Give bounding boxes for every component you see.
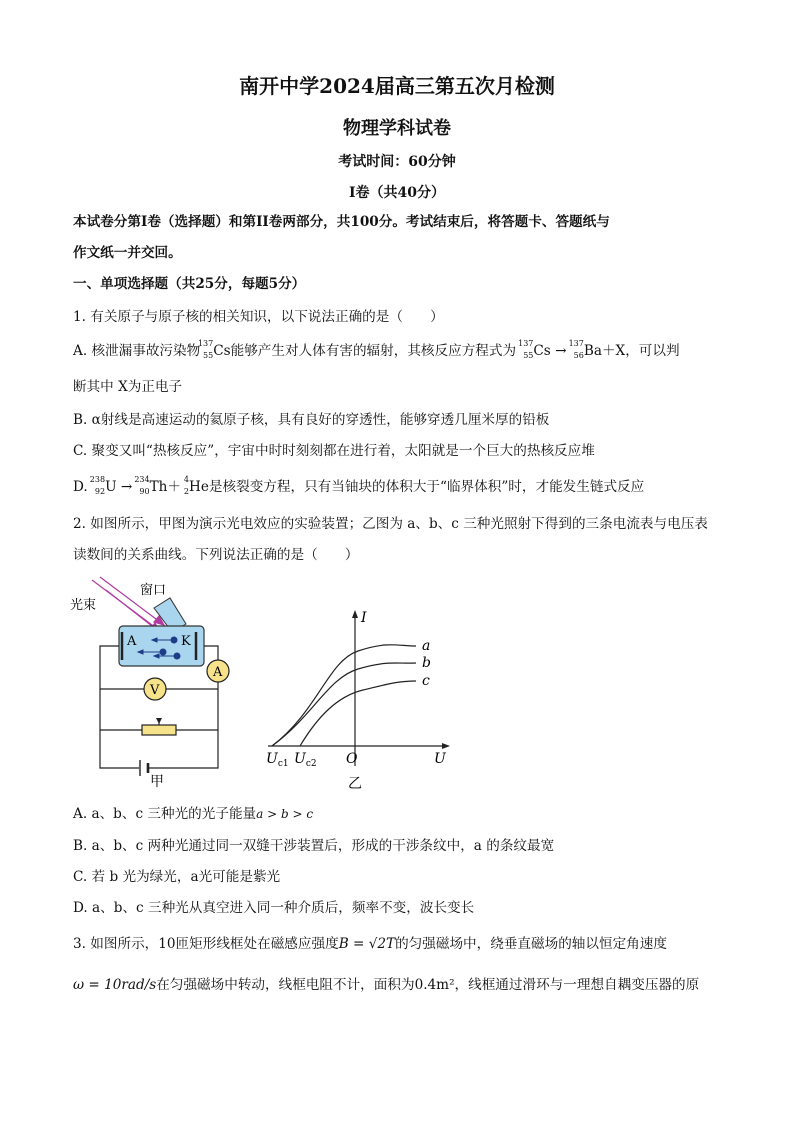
exam-title: 南开中学2024届高三第五次月检测 — [239, 74, 555, 98]
u-symbol: U — [105, 479, 117, 495]
ba-symbol: Ba＋X — [583, 343, 626, 359]
curve-c-label: c — [422, 673, 430, 689]
q2-option-c: C. 若 b 光为绿光，a光可能是紫光 — [73, 869, 281, 885]
x-axis-label: U — [434, 751, 446, 767]
q2-option-d: D. a、b、c 三种光从真空进入同一种介质后，频率不变，波长变长 — [73, 900, 475, 916]
arrow-icon: → — [550, 343, 571, 359]
q1-a-prefix: A. 核泄漏事故污染物 — [73, 343, 201, 359]
q1-option-c: C. 聚变又叫“热核反应”，宇宙中时时刻刻都在进行着，太阳就是一个巨大的热核反应堆 — [73, 443, 595, 459]
q3-line1-suffix: 的匀强磁场中，绕垂直磁场的轴以恒定角速度 — [395, 936, 667, 952]
q3-field-strength: B = √2T — [338, 936, 396, 952]
q1-stem: 1. 有关原子与原子核的相关知识，以下说法正确的是（ ） — [73, 309, 444, 325]
cathode-label: K — [181, 634, 191, 649]
q1-option-a-line2: 断其中 X为正电子 — [73, 379, 183, 395]
curve-a — [272, 645, 416, 746]
q1-option-a — [73, 339, 733, 360]
q3-line2-suffix: ，线框通过滑环与一理想自耦变压器的原 — [454, 977, 700, 993]
figure-yi — [258, 606, 458, 796]
origin-label: O — [346, 751, 358, 767]
cs-symbol-eq: Cs — [533, 343, 551, 359]
uc1-label: $U_{c1}$ — [266, 751, 289, 769]
caption-yi: 乙 — [348, 776, 362, 792]
intro-line-1: 本试卷分第I卷（选择题）和第II卷两部分，共100分。考试结束后，将答题卡、答题纸与 — [73, 214, 610, 230]
cs-nuclide-eq: 137 55 — [518, 339, 534, 360]
q1-option-d — [73, 475, 733, 496]
th-symbol: Th＋ — [149, 479, 182, 495]
rheostat-icon — [142, 725, 176, 735]
q3-angular-velocity: ω = 10rad/s — [73, 977, 157, 993]
voltmeter-label: V — [150, 683, 160, 698]
q3-line2-middle: 在匀强磁场中转动，线框电阻不计，面积为 — [156, 977, 415, 993]
curve-a-label: a — [422, 638, 431, 654]
q3-line1-prefix: 3. 如图所示，10匝矩形线框处在磁感应强度 — [73, 936, 339, 952]
he-nuclide: 4 2 — [183, 475, 190, 496]
he-symbol: He — [189, 479, 209, 495]
cs-symbol: Cs — [213, 343, 231, 359]
window-label: 窗口 — [140, 583, 167, 598]
uc2-label: $U_{c2}$ — [294, 751, 317, 769]
q2-a-relation: a > b > c — [256, 807, 314, 821]
slider-arrow-icon — [156, 718, 162, 724]
curve-b-label: b — [422, 655, 431, 671]
anode-label: A — [127, 634, 137, 649]
ammeter-label: A — [213, 665, 223, 680]
curve-c — [300, 681, 416, 746]
y-axis-arrow-icon — [352, 610, 358, 618]
q1-a-middle: 能够产生对人体有害的辐射，其核反应方程式为 — [230, 343, 517, 359]
curve-b — [272, 663, 416, 746]
x-axis-arrow-icon — [442, 743, 450, 749]
q2-option-a — [73, 805, 733, 823]
section-heading: 一、单项选择题（共25分，每题5分） — [73, 276, 306, 292]
q1-option-b: B. α射线是高速运动的氦原子核，具有良好的穿透性，能够穿透几厘米厚的铅板 — [73, 412, 550, 428]
beam-label: 光束 — [70, 598, 97, 613]
q2-a-prefix: A. a、b、c 三种光的光子能量 — [73, 806, 257, 822]
intro-line-2: 作文纸一并交回。 — [73, 245, 182, 261]
y-axis-label: I — [361, 610, 367, 626]
q2-stem-line1: 2. 如图所示，甲图为演示光电效应的实验装置；乙图为 a、b、c 三种光照射下得到的三条电流表与电压表 — [73, 516, 708, 532]
caption-jia: 甲 — [150, 774, 164, 790]
u-nuclide: 238 92 — [89, 475, 106, 496]
part-heading: I卷（共40分） — [348, 185, 446, 201]
ba-nuclide: 137 56 — [568, 339, 584, 360]
th-nuclide: 234 90 — [134, 475, 150, 496]
q1-d-prefix: D. — [73, 479, 88, 495]
q3-line2 — [73, 976, 733, 994]
arrow-icon: → — [116, 479, 137, 495]
q2-stem-line2: 读数间的关系曲线。下列说法正确的是（ ） — [73, 547, 359, 563]
figure-jia — [64, 574, 244, 794]
q1-a-after: ，可以判 — [625, 343, 680, 359]
q1-d-after: 是核裂变方程，只有当铀块的体积大于“临界体积”时，才能发生链式反应 — [208, 479, 645, 495]
exam-time: 考试时间：60分钟 — [338, 154, 456, 170]
exam-subtitle: 物理学科试卷 — [343, 118, 451, 139]
cs-nuclide: 137 55 — [197, 339, 214, 360]
q3-area: 0.4m² — [414, 977, 455, 993]
q3-line1 — [73, 935, 733, 953]
q2-option-b: B. a、b、c 两种光通过同一双缝干涉装置后，形成的干涉条纹中，a 的条纹最宽 — [73, 838, 555, 854]
